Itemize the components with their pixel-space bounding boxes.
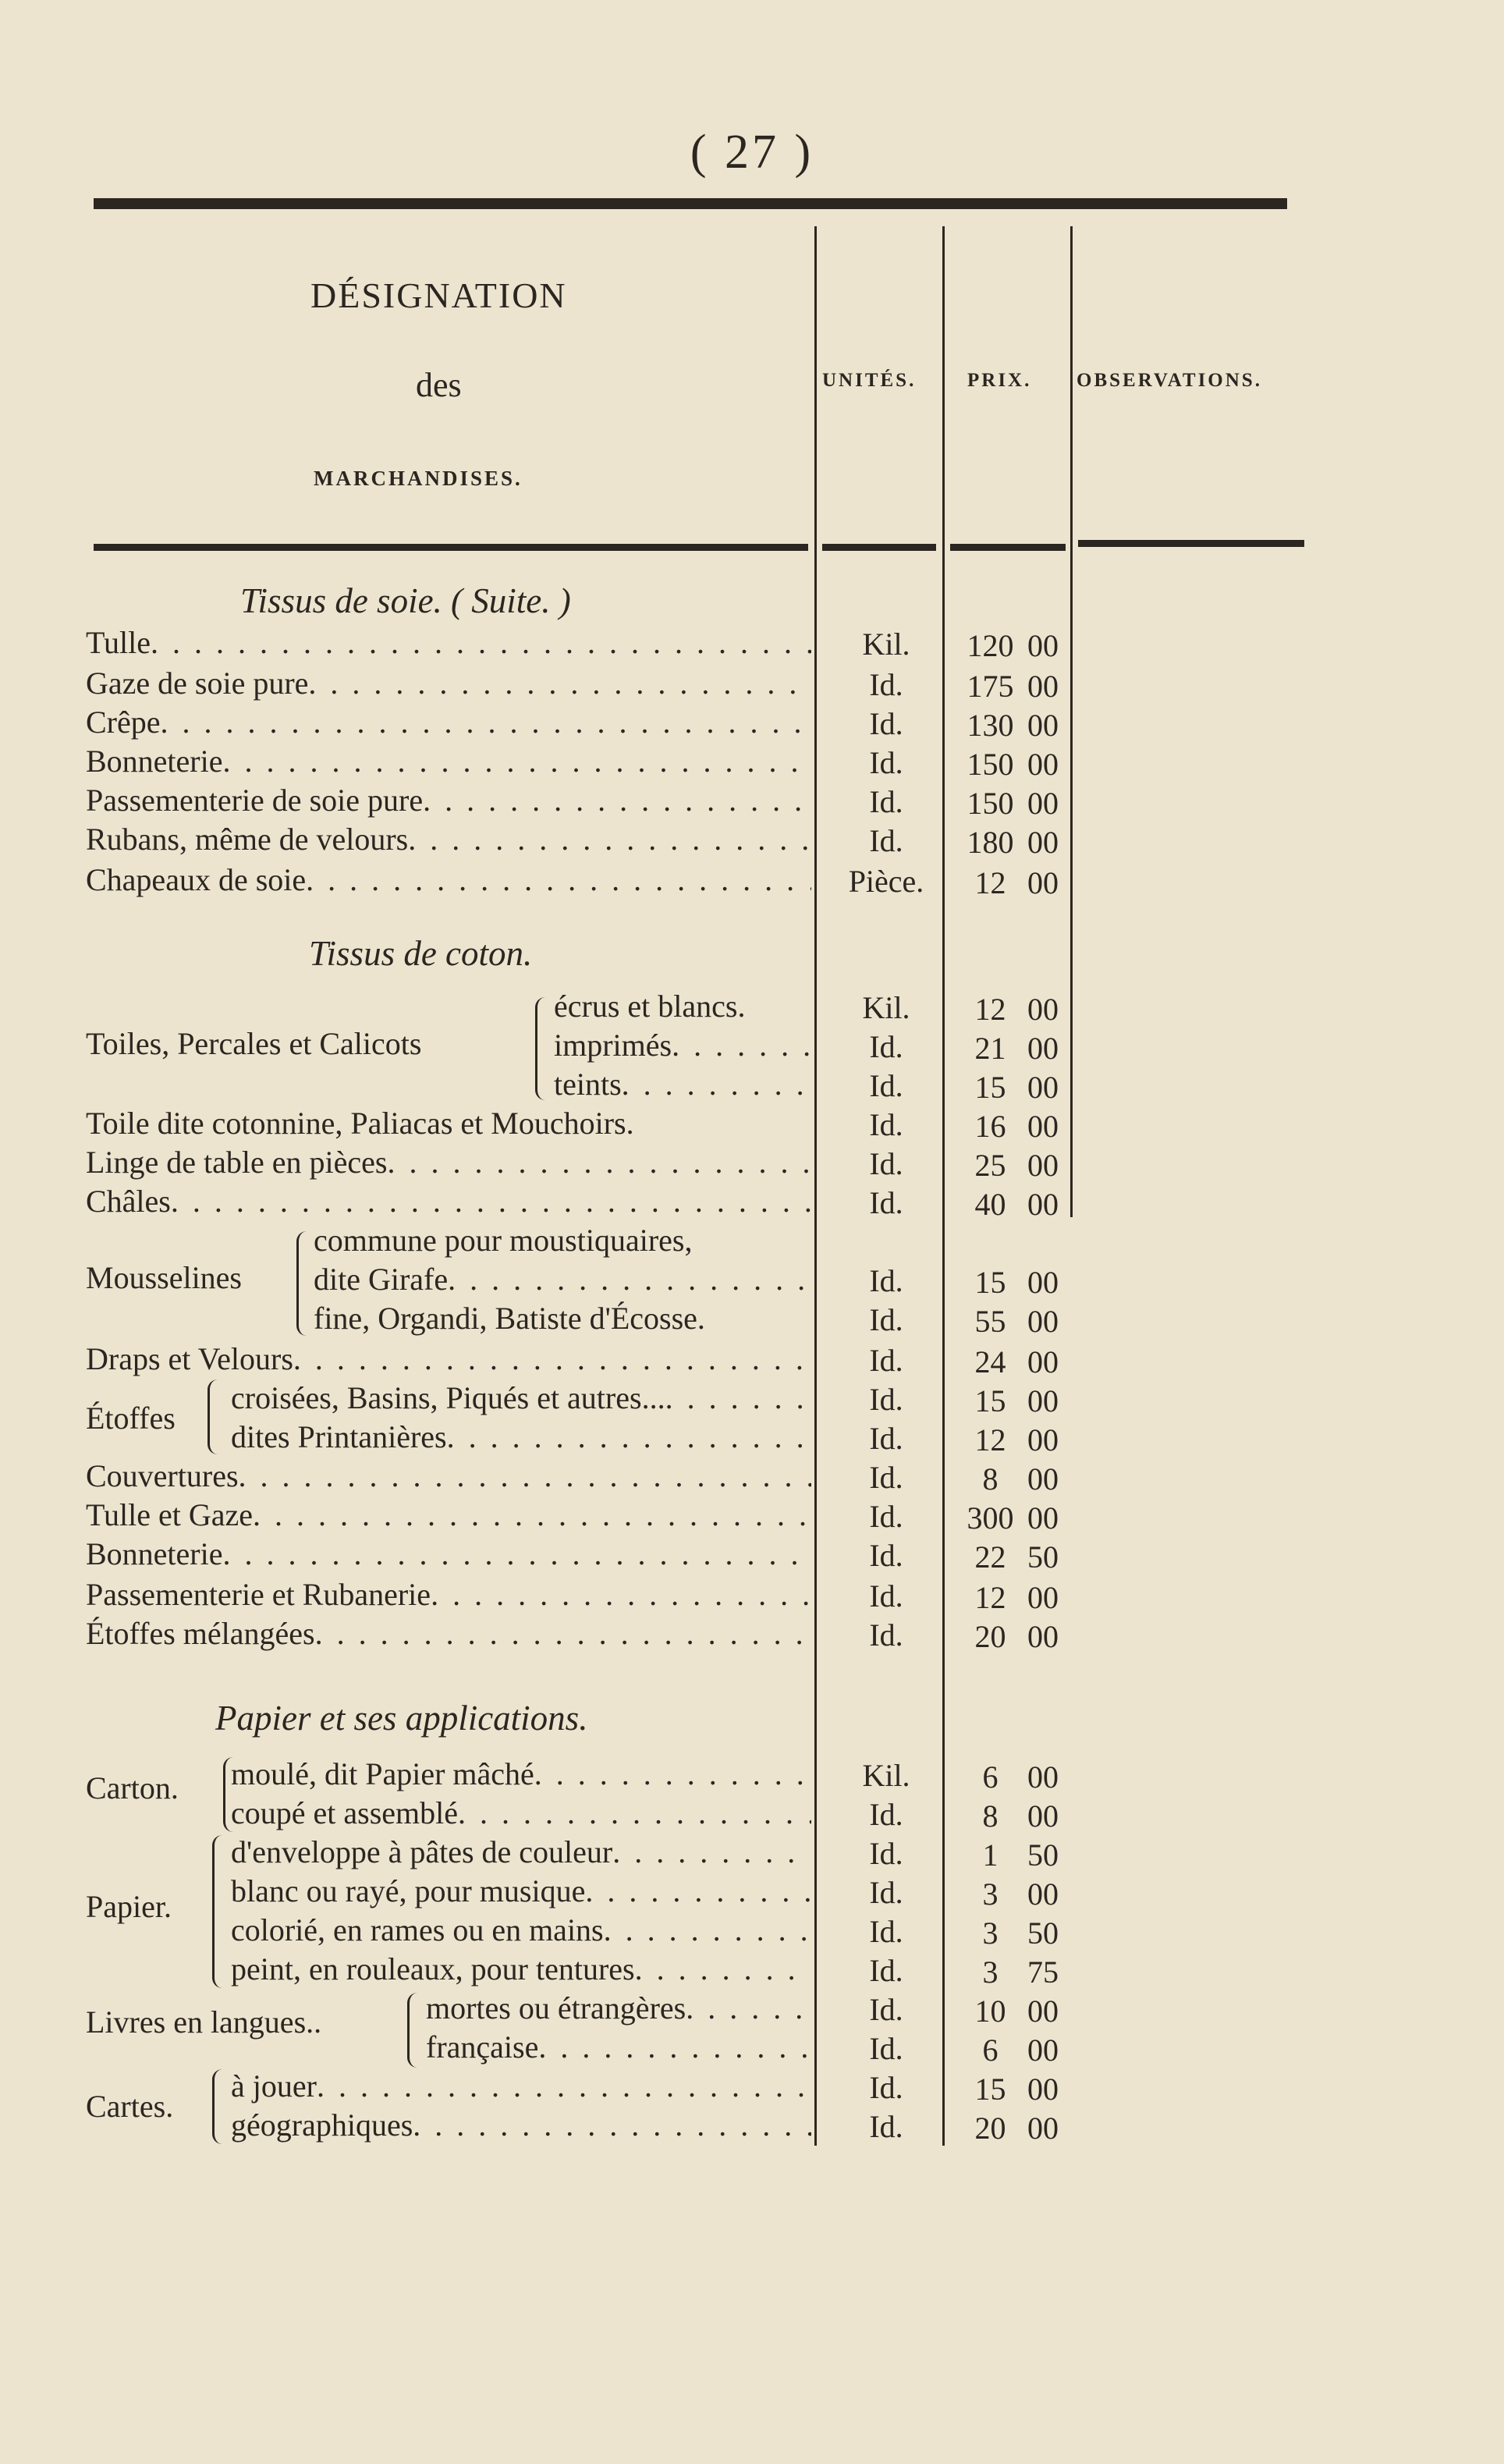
table-row (231, 1912, 811, 1952)
header-rule (94, 544, 808, 551)
price-francs: 150 (967, 786, 1014, 821)
price-cents: 00 (1027, 825, 1059, 860)
price-cents: 50 (1027, 1539, 1059, 1575)
price-cents: 00 (1027, 1148, 1059, 1183)
item-label: teints (554, 1067, 622, 1102)
price-cents: 00 (1027, 1109, 1059, 1144)
item-price (953, 824, 1078, 861)
item-label: Crêpe (86, 705, 161, 740)
dot-leader (161, 704, 811, 740)
table-row (86, 743, 811, 783)
item-price (953, 1539, 1078, 1575)
page-number: ( 27 ) (690, 126, 814, 179)
price-francs: 300 (967, 1500, 1014, 1536)
price-francs: 25 (974, 1148, 1006, 1183)
price-cents: 00 (1027, 1461, 1059, 1497)
item-label: blanc ou rayé, pour musique (231, 1873, 586, 1908)
item-price (953, 1186, 1078, 1223)
item-label: Étoffes mélangées (86, 1616, 315, 1651)
item-price (953, 1264, 1078, 1301)
header-rule (1078, 540, 1304, 547)
item-unit: Pièce. (848, 864, 924, 899)
price-cents: 00 (1027, 1304, 1059, 1339)
group-label: Étoffes (86, 1401, 176, 1436)
item-price (953, 1108, 1078, 1145)
table-row (231, 1951, 811, 1991)
price-francs: 8 (982, 1461, 999, 1497)
table-row (231, 1795, 811, 1835)
price-francs: 6 (982, 2033, 999, 2068)
item-price (953, 785, 1078, 822)
price-cents: 00 (1027, 992, 1059, 1027)
price-francs: 40 (974, 1187, 1006, 1222)
dot-leader (317, 2068, 811, 2104)
price-francs: 12 (974, 865, 1006, 900)
price-cents: 00 (1027, 708, 1059, 743)
dot-leader (534, 1756, 811, 1792)
item-price (953, 2032, 1078, 2068)
item-unit: Id. (869, 1421, 903, 1456)
price-cents: 75 (1027, 1955, 1059, 1990)
dot-leader (413, 2107, 811, 2143)
price-cents: 00 (1027, 1759, 1059, 1795)
dot-leader (151, 624, 811, 661)
dot-leader (306, 861, 811, 898)
item-label: française (426, 2029, 539, 2065)
table-row (86, 861, 811, 902)
price-cents: 00 (1027, 1619, 1059, 1654)
brace (296, 1231, 307, 1336)
group-label: Toiles, Percales et Calicots (86, 1026, 422, 1061)
price-cents: 00 (1027, 1422, 1059, 1457)
table-row (86, 1457, 811, 1498)
item-label: Tulle (86, 625, 151, 660)
dot-leader (387, 1144, 811, 1181)
item-price (953, 668, 1078, 705)
item-price (953, 1954, 1078, 1990)
item-unit: Id. (869, 1992, 903, 2027)
section-title: Tissus de soie. ( Suite. ) (240, 581, 571, 620)
dot-leader (223, 1536, 812, 1572)
price-francs: 24 (974, 1344, 1006, 1379)
dot-leader (458, 1795, 811, 1831)
item-unit: Id. (869, 745, 903, 780)
dot-leader (585, 1873, 811, 1909)
table-row (86, 1497, 811, 1537)
item-price (953, 1344, 1078, 1380)
table-row (314, 1300, 811, 1340)
item-price (953, 1579, 1078, 1616)
price-francs: 120 (967, 628, 1014, 663)
dot-leader (635, 1951, 811, 1987)
item-label: à jouer (231, 2068, 317, 2104)
item-price (953, 1069, 1078, 1106)
item-label: Bonneterie (86, 1536, 223, 1571)
item-unit: Id. (869, 2031, 903, 2066)
item-label: d'enveloppe à pâtes de couleur (231, 1834, 613, 1869)
item-price (953, 1837, 1078, 1873)
dot-leader (239, 1457, 811, 1494)
price-francs: 175 (967, 669, 1014, 704)
item-unit: Id. (869, 1107, 903, 1142)
item-label: Draps et Velours (86, 1341, 293, 1376)
price-francs: 12 (974, 1580, 1006, 1615)
item-label: Gaze de soie pure (86, 666, 309, 701)
item-unit: Id. (869, 667, 903, 702)
item-unit: Kil. (862, 627, 910, 662)
item-price (953, 2110, 1078, 2146)
dot-leader (604, 1912, 811, 1948)
table-row (231, 1418, 811, 1459)
item-unit: Id. (869, 2070, 903, 2105)
price-francs: 15 (974, 1383, 1006, 1418)
item-price (953, 1915, 1078, 1951)
table-row (554, 1066, 811, 1106)
item-unit: Id. (869, 1499, 903, 1534)
table-row (554, 1027, 811, 1067)
table-row (86, 665, 811, 705)
dot-leader (538, 2029, 811, 2065)
price-cents: 00 (1027, 1500, 1059, 1536)
price-francs: 150 (967, 747, 1014, 782)
item-price (953, 1303, 1078, 1340)
column-divider (814, 226, 817, 2146)
item-price (953, 991, 1078, 1028)
table-row (426, 2029, 811, 2069)
dot-leader (315, 1615, 811, 1652)
group-label: Livres en langues.. (86, 2004, 322, 2040)
price-cents: 00 (1027, 669, 1059, 704)
item-price (953, 1993, 1078, 2029)
table-row (86, 704, 811, 744)
header-designation: DÉSIGNATION (310, 275, 567, 315)
dot-leader (448, 1261, 811, 1298)
price-cents: 00 (1027, 1994, 1059, 2029)
group-label: Papier. (86, 1889, 172, 1924)
price-cents: 50 (1027, 1837, 1059, 1873)
table-row (86, 624, 811, 665)
price-francs: 130 (967, 708, 1014, 743)
table-row (86, 782, 811, 822)
item-price (953, 1147, 1078, 1184)
item-label: Passementerie et Rubanerie (86, 1577, 431, 1612)
price-francs: 20 (974, 2111, 1006, 2146)
item-unit: Id. (869, 2109, 903, 2144)
price-cents: 00 (1027, 2033, 1059, 2068)
item-label: moulé, dit Papier mâché (231, 1756, 534, 1791)
group-label: Carton. (86, 1770, 179, 1805)
item-unit: Id. (869, 1068, 903, 1103)
price-cents: 00 (1027, 747, 1059, 782)
price-francs: 6 (982, 1759, 999, 1795)
table-row (231, 2068, 811, 2108)
header-units: UNITÉS. (822, 370, 917, 391)
item-price (953, 1383, 1078, 1419)
table-row (314, 1222, 811, 1262)
price-francs: 22 (974, 1539, 1006, 1575)
item-label: Chapeaux de soie (86, 862, 307, 897)
item-price (953, 1500, 1078, 1536)
price-francs: 12 (974, 992, 1006, 1027)
item-label: Passementerie de soie pure (86, 783, 424, 818)
header-observations: OBSERVATIONS. (1077, 370, 1262, 391)
table-row (86, 1536, 811, 1576)
brace (212, 2069, 222, 2144)
dot-leader (622, 1066, 811, 1102)
section-title: Papier et ses applications. (215, 1699, 588, 1738)
item-label: Bonneterie (86, 744, 223, 779)
item-price (953, 1461, 1078, 1497)
item-unit: Kil. (862, 1758, 910, 1793)
dot-leader (612, 1834, 811, 1870)
brace (407, 1993, 417, 2068)
header-rule (822, 544, 936, 551)
table-row (426, 1990, 811, 2030)
item-label: dite Girafe (314, 1262, 449, 1297)
item-unit: Id. (869, 1836, 903, 1871)
table-row (86, 1183, 811, 1223)
item-label: Tulle et Gaze (86, 1497, 254, 1532)
group-label: Cartes. (86, 2089, 174, 2124)
price-cents: 00 (1027, 628, 1059, 663)
item-label: Châles (86, 1184, 171, 1219)
item-unit: Id. (869, 1914, 903, 1949)
price-francs: 20 (974, 1619, 1006, 1654)
price-cents: 00 (1027, 1344, 1059, 1379)
price-francs: 55 (974, 1304, 1006, 1339)
item-label: colorié, en rames ou en mains (231, 1912, 604, 1947)
price-francs: 15 (974, 1070, 1006, 1105)
brace (212, 1835, 222, 1988)
header-des: des (416, 366, 462, 404)
table-row (231, 1834, 811, 1874)
item-price (953, 1225, 1078, 1262)
dot-leader (447, 1418, 811, 1455)
price-cents: 00 (1027, 2072, 1059, 2107)
header-rule (950, 544, 1066, 551)
item-price (953, 746, 1078, 783)
dot-leader (308, 665, 811, 701)
price-francs: 3 (982, 1876, 999, 1912)
item-label: Linge de table en pièces (86, 1145, 388, 1180)
item-unit: Id. (869, 1460, 903, 1495)
item-price (953, 1422, 1078, 1458)
item-unit: Id. (869, 1343, 903, 1378)
item-unit: Id. (869, 823, 903, 858)
header-price: PRIX. (967, 370, 1032, 391)
item-unit: Kil. (862, 990, 910, 1025)
dot-leader (253, 1497, 811, 1533)
dot-leader (665, 1379, 811, 1416)
dot-leader (431, 1576, 811, 1613)
item-unit: Id. (869, 1797, 903, 1832)
price-francs: 1 (982, 1837, 999, 1873)
table-row (86, 1340, 811, 1381)
item-unit: Id. (869, 1617, 903, 1653)
price-cents: 00 (1027, 1070, 1059, 1105)
dot-leader (408, 821, 811, 857)
price-francs: 12 (974, 1422, 1006, 1457)
price-cents: 00 (1027, 1265, 1059, 1300)
price-francs: 180 (967, 825, 1014, 860)
price-cents: 00 (1027, 1580, 1059, 1615)
header-marchandises: MARCHANDISES. (314, 467, 523, 490)
price-cents: 00 (1027, 786, 1059, 821)
item-label: fine, Organdi, Batiste d'Écosse. (314, 1301, 705, 1336)
table-row (86, 821, 811, 861)
table-row (86, 1615, 811, 1656)
item-price (953, 1030, 1078, 1067)
item-unit: Id. (869, 706, 903, 741)
item-label: géographiques (231, 2107, 413, 2143)
item-price (953, 1618, 1078, 1655)
table-row (231, 2107, 811, 2147)
table-row (231, 1756, 811, 1796)
item-label: coupé et assemblé (231, 1795, 458, 1830)
item-unit: Id. (869, 784, 903, 819)
price-cents: 50 (1027, 1915, 1059, 1951)
table-row (554, 988, 811, 1028)
item-unit: Id. (869, 1146, 903, 1181)
item-label: Rubans, même de velours (86, 822, 409, 857)
table-row (86, 1144, 811, 1184)
item-label: dites Printanières (231, 1419, 447, 1454)
price-cents: 00 (1027, 1876, 1059, 1912)
table-row (231, 1873, 811, 1913)
price-cents: 00 (1027, 2111, 1059, 2146)
item-unit: Id. (869, 1029, 903, 1064)
price-francs: 3 (982, 1955, 999, 1990)
price-cents: 00 (1027, 865, 1059, 900)
item-label: Toile dite cotonnine, Paliacas et Mouchoirs. (86, 1106, 634, 1141)
dot-leader (423, 782, 811, 818)
dot-leader (686, 1990, 811, 2026)
item-unit: Id. (869, 1185, 903, 1220)
item-price (953, 707, 1078, 744)
price-cents: 00 (1027, 1031, 1059, 1066)
price-cents: 00 (1027, 1187, 1059, 1222)
top-rule (94, 198, 1287, 209)
item-label: commune pour moustiquaires, (314, 1223, 693, 1258)
dot-leader (672, 1027, 811, 1063)
price-francs: 15 (974, 1265, 1006, 1300)
item-unit: Id. (869, 1302, 903, 1337)
dot-leader (293, 1340, 811, 1377)
item-label: écrus et blancs. (554, 989, 746, 1024)
item-label: croisées, Basins, Piqués et autres... (231, 1380, 665, 1415)
item-unit: Id. (869, 1538, 903, 1573)
table-row (314, 1261, 811, 1301)
item-label: Couvertures (86, 1458, 239, 1493)
table-row (86, 1105, 811, 1145)
item-price (953, 2071, 1078, 2107)
group-label: Mousselines (86, 1260, 242, 1295)
price-francs: 15 (974, 2072, 1006, 2107)
brace (208, 1379, 218, 1454)
item-price (953, 1798, 1078, 1834)
price-francs: 16 (974, 1109, 1006, 1144)
item-unit: Id. (869, 1263, 903, 1298)
price-francs: 21 (974, 1031, 1006, 1066)
price-cents: 00 (1027, 1383, 1059, 1418)
price-francs: 10 (974, 1994, 1006, 2029)
item-price (953, 865, 1078, 901)
item-label: peint, en rouleaux, pour tentures (231, 1951, 635, 1986)
item-label: imprimés (554, 1028, 672, 1063)
dot-leader (223, 743, 812, 779)
item-price (953, 627, 1078, 664)
item-unit: Id. (869, 1953, 903, 1988)
table-row (86, 1576, 811, 1617)
item-unit: Id. (869, 1382, 903, 1417)
price-francs: 8 (982, 1798, 999, 1834)
item-price (953, 1876, 1078, 1912)
section-title: Tissus de coton. (309, 934, 533, 973)
item-unit: Id. (869, 1578, 903, 1614)
price-cents: 00 (1027, 1798, 1059, 1834)
price-francs: 3 (982, 1915, 999, 1951)
table-row (231, 1379, 811, 1420)
item-label: mortes ou étrangères (426, 1990, 686, 2026)
item-price (953, 1759, 1078, 1795)
item-unit: Id. (869, 1875, 903, 1910)
brace (535, 997, 545, 1100)
dot-leader (171, 1183, 811, 1220)
